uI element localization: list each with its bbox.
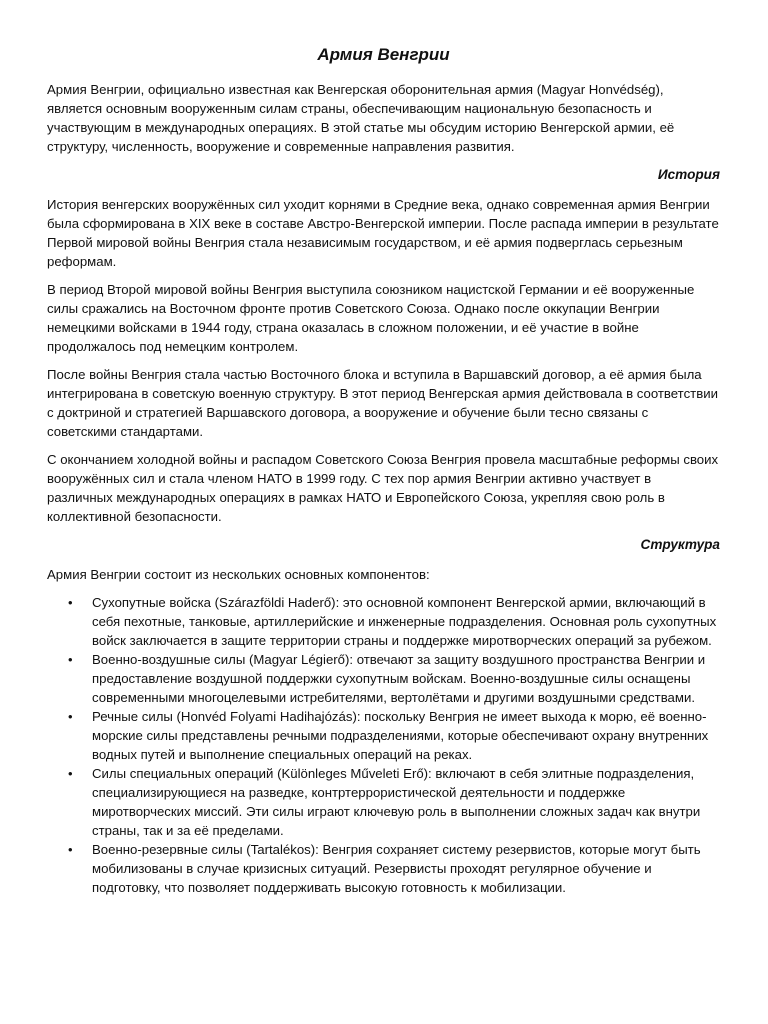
list-item — [47, 650, 720, 707]
structure-lead: Армия Венгрии состоит из нескольких основных компонентов: — [47, 567, 430, 582]
structure-heading: Структура — [640, 537, 720, 552]
list-item-text: Военно-резервные силы (Tartalékos): Венгрия сохраняет систему резервистов, которые могут быть мобилизованы в случае кризисных ситуаций. Резервисты проходят регулярное обучение и подготовку, что позволяет поддерживать высокую готовность к мобилизации. — [92, 842, 701, 895]
bullet-icon: • — [68, 595, 73, 610]
history-paragraph-3: После войны Венгрия стала частью Восточного блока и вступила в Варшавский договор, а её армия была интегрирована в советскую военную структуру. В этот период Венгерская армия действовала в соответствии с доктриной и стратегией Варшавского договора, а вооружение и обучение были тесно связаны с советскими стандартами. — [47, 367, 718, 439]
bullet-icon: • — [68, 709, 73, 724]
list-item-text: Силы специальных операций (Különleges Műveleti Erő): включают в себя элитные подразделения, специализирующиеся на разведке, контртеррористической деятельности и поддержке миротворческих миссий. Эти силы играют ключевую роль в выполнении сложных задач как внутри страны, так и за её пределами. — [92, 766, 701, 838]
history-paragraph-4: С окончанием холодной войны и распадом Советского Союза Венгрия провела масштабные реформы своих вооружённых сил и стала членом НАТО в 1999 году. С тех пор армия Венгрии активно участвует в различных международных операциях в рамках НАТО и Европейского Союза, укрепляя свою роль в коллективной безопасности. — [47, 452, 719, 524]
history-paragraph-1: История венгерских вооружённых сил уходит корнями в Средние века, однако современная армия Венгрии была сформирована в XIX веке в составе Австро-Венгерской империи. После распада империи в результате Первой мировой войны Венгрия стала независимым государством, и её армия подверглась серьезным реформам. — [47, 197, 719, 269]
list-item-text: Военно-воздушные силы (Magyar Légierő): отвечают за защиту воздушного пространства Венгрии и предоставление воздушной поддержки сухопутным войскам. Военно-воздушные силы оснащены современными многоцелевыми истребителями, вертолётами и другими воздушными средствами. — [92, 652, 706, 705]
list-item — [47, 764, 720, 840]
list-item-text: Речные силы (Honvéd Folyami Hadihajózás): поскольку Венгрия не имеет выхода к морю, её военно-морские силы представлены речными подразделениями, которые обеспечивают охрану внутренних водных путей и выполнение специальных операций на реках. — [92, 709, 709, 762]
list-item — [47, 593, 720, 650]
page-title: Армия Венгрии — [317, 45, 450, 64]
bullet-icon: • — [68, 842, 73, 857]
history-paragraph-2: В период Второй мировой войны Венгрия выступила союзником нацистской Германии и её вооруженные силы сражались на Восточном фронте против Советского Союза. Однако после оккупации Венгрии немецкими войсками в 1944 году, страна оказалась в сложном положении, и её участие в войне продолжалось под немецким контролем. — [47, 282, 695, 354]
bullet-icon: • — [68, 652, 73, 667]
list-item — [47, 840, 720, 897]
history-heading: История — [657, 167, 720, 182]
bullet-icon: • — [68, 766, 73, 781]
list-item-text: Сухопутные войска (Szárazföldi Haderő): это основной компонент Венгерской армии, включающий в себя пехотные, танковые, артиллерийские и инженерные подразделения. Основная роль сухопутных войск заключается в защите территории страны и поддержке миротворческих операций за рубежом. — [92, 595, 717, 648]
intro-paragraph: Армия Венгрии, официально известная как Венгерская оборонительная армия (Magyar Honvédség), является основным вооруженным силам страны, обеспечивающим национальную безопасность и участвующим в международных операциях. В этой статье мы обсудим историю Венгерской армии, её структуру, численность, вооружение и современные направления развития. — [47, 82, 675, 154]
structure-list — [47, 593, 720, 897]
list-item — [47, 707, 720, 764]
